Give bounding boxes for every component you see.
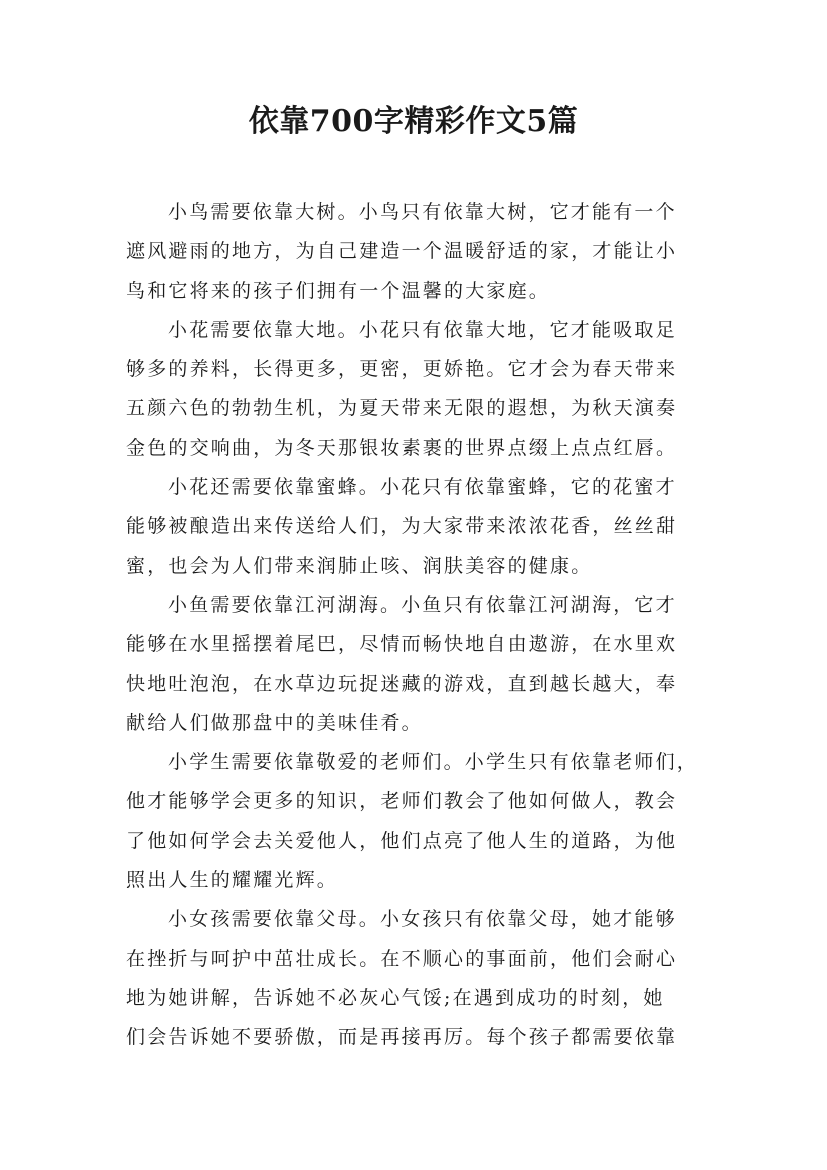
text-line: 在挫折与呵护中茁壮成长。在不顺心的事面前，他们会耐心 [126,947,678,970]
text-line: 献给人们做那盘中的美味佳肴。 [126,711,423,734]
paragraph-bird-tree [126,193,704,311]
text-line: 小女孩需要依靠父母。小女孩只有依靠父母，她才能够 [168,908,677,931]
text-line: 小花需要依靠大地。小花只有依靠大地，它才能吸取足 [168,318,677,341]
text-line: 快地吐泡泡，在水草边玩捉迷藏的游戏，直到越长越大，奉 [126,672,678,695]
paragraph-student-teacher [126,743,704,900]
text-line: 们会告诉她不要骄傲，而是再接再厉。每个孩子都需要依靠 [126,1026,678,1049]
text-line: 五颜六色的勃勃生机，为夏天带来无限的遐想，为秋天演奏 [126,397,678,420]
paragraph-girl-parents [126,900,704,1057]
text-line: 金色的交响曲，为冬天那银妆素裹的世界点缀上点点红唇。 [126,436,678,459]
text-line: 蜜，也会为人们带来润肺止咳、润肤美容的健康。 [126,554,593,577]
text-line: 够多的养料，长得更多，更密，更娇艳。它才会为春天带来 [126,358,678,381]
paragraph-flower-bee [126,468,704,586]
text-line: 小鸟需要依靠大树。小鸟只有依靠大树，它才能有一个 [168,201,677,223]
text-line: 能够在水里摇摆着尾巴，尽情而畅快地自由遨游，在水里欢 [126,633,678,656]
text-line: 了他如何学会去关爱他人，他们点亮了他人生的道路，为他 [126,829,678,852]
text-line: 能够被酿造出来传送给人们，为大家带来浓浓花香，丝丝甜 [126,515,678,538]
text-line: 照出人生的耀耀光辉。 [126,869,339,892]
text-line: 地为她讲解，告诉她不必灰心气馁;在遇到成功的时刻，她 [126,986,665,1009]
document-title: 依靠700字精彩作文5篇 [248,104,579,139]
text-line: 他才能够学会更多的知识，老师们教会了他如何做人，教会 [126,790,678,813]
document-body [126,193,704,1058]
text-line: 遮风避雨的地方，为自己建造一个温暖舒适的家，才能让小 [126,240,678,263]
text-line: 小鱼需要依靠江河湖海。小鱼只有依靠江河湖海，它才 [168,593,677,616]
text-line: 小花还需要依靠蜜蜂。小花只有依靠蜜蜂，它的花蜜才 [168,476,677,499]
text-line: 鸟和它将来的孩子们拥有一个温馨的大家庭。 [126,279,551,302]
paragraph-fish-water [126,586,704,743]
paragraph-flower-earth [126,311,704,468]
text-line: 小学生需要依靠敬爱的老师们。小学生只有依靠老师们， [168,751,699,774]
